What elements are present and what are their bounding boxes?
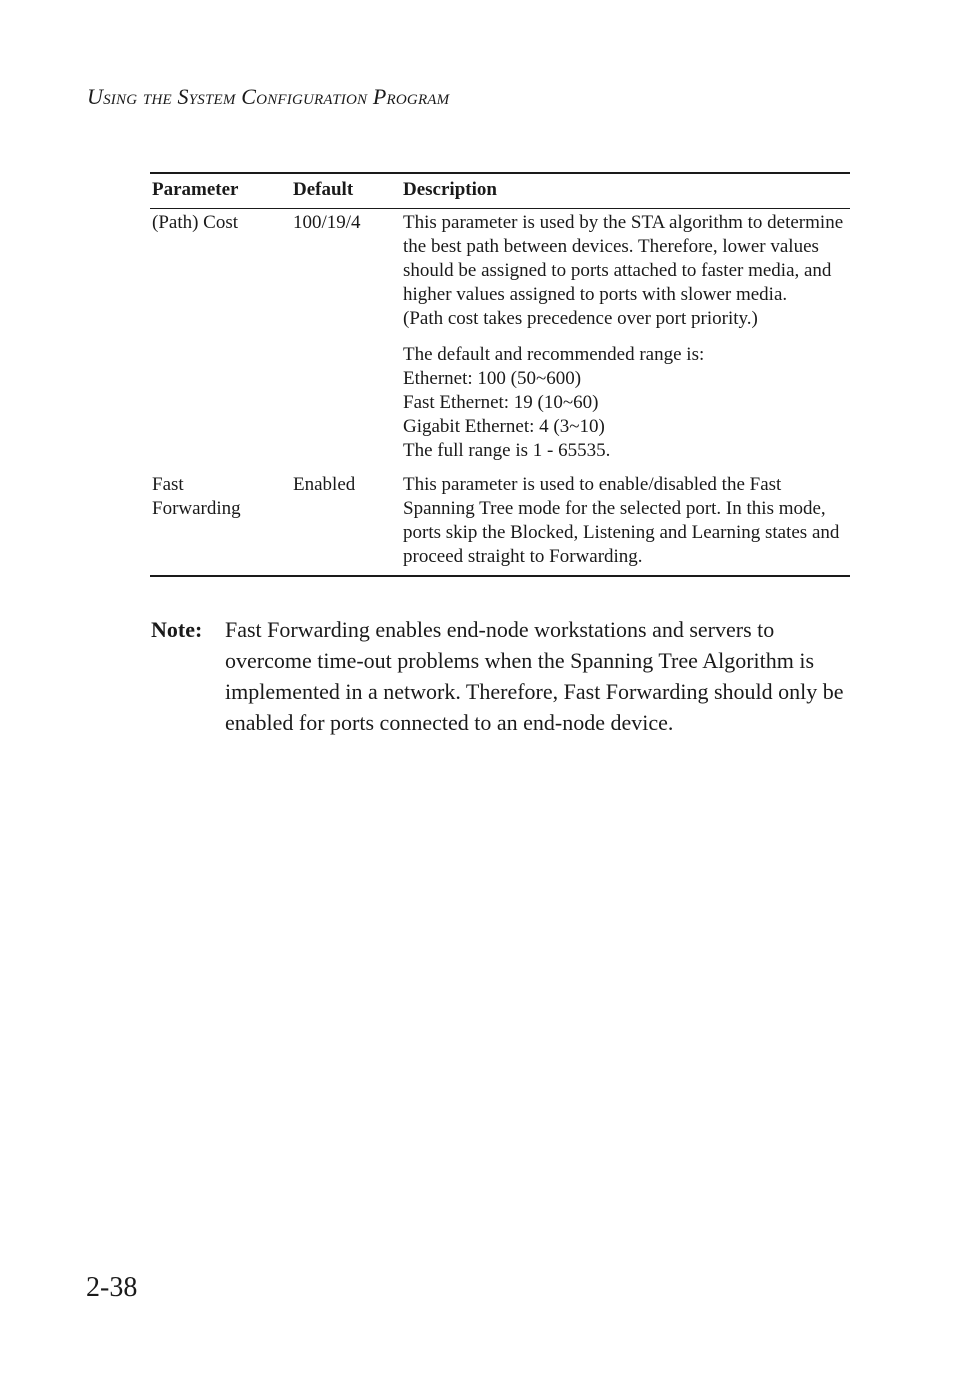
description-cell bbox=[401, 209, 850, 464]
range-line: The full range is 1 - 65535. bbox=[403, 440, 611, 461]
parameter-table bbox=[150, 172, 850, 577]
description-note: (Path cost takes precedence over port priority.) bbox=[403, 308, 758, 329]
default-cell: Enabled bbox=[293, 474, 356, 495]
column-header-default: Default bbox=[293, 179, 354, 200]
parameter-line: Fast bbox=[152, 474, 184, 495]
note-text: Fast Forwarding enables end-node workstations and servers to overcome time-out problems when the Spanning Tree Algorithm is implemented in a network. Therefore, Fast Forwarding should only be enabled for ports connected to an end-node device. bbox=[225, 617, 844, 735]
range-line: Ethernet: 100 (50~600) bbox=[403, 368, 582, 389]
range-line: The default and recommended range is: bbox=[403, 344, 705, 365]
page-number: 2-38 bbox=[86, 1272, 138, 1303]
parameter-cell: (Path) Cost bbox=[152, 212, 239, 233]
note-label: Note: bbox=[151, 617, 203, 642]
table-row bbox=[150, 463, 850, 576]
parameter-line: Forwarding bbox=[152, 498, 241, 519]
note-block bbox=[151, 614, 851, 738]
range-line: Fast Ethernet: 19 (10~60) bbox=[403, 392, 599, 413]
parameter-cell bbox=[150, 463, 291, 576]
column-header-parameter: Parameter bbox=[152, 179, 239, 200]
column-header-description: Description bbox=[403, 179, 497, 200]
default-cell: 100/19/4 bbox=[293, 212, 361, 233]
table-row bbox=[150, 209, 850, 464]
running-header: Using the System Configuration Program bbox=[87, 84, 450, 109]
range-list bbox=[403, 343, 850, 463]
range-line: Gigabit Ethernet: 4 (3~10) bbox=[403, 416, 605, 437]
table-header-row bbox=[150, 173, 850, 209]
description-text: This parameter is used by the STA algorithm to determine the best path between devices. Therefore, lower values should be assigned to ports attached to faster media, and higher values assigned to ports with slower media. bbox=[403, 212, 844, 305]
description-cell: This parameter is used to enable/disabled the Fast Spanning Tree mode for the selected port. In this mode, ports skip the Blocked, Listening and Learning states and proceed straight to Forwarding. bbox=[403, 474, 840, 567]
